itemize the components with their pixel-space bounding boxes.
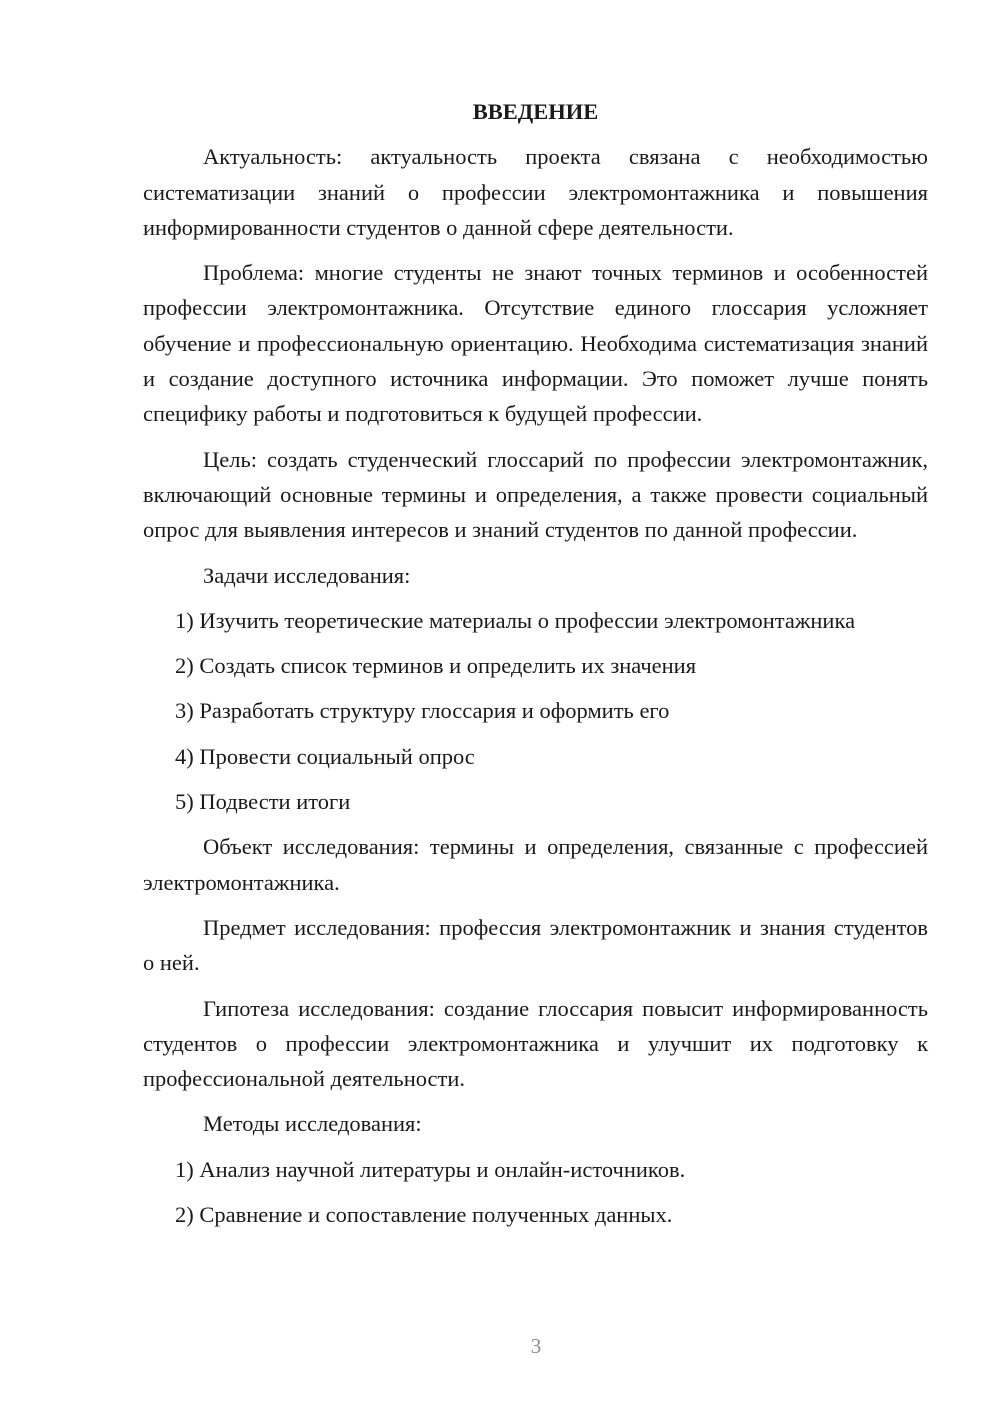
paragraph-goal: Цель: создать студенческий глоссарий по профессии электромонтажник, включающий основные термины и определения, а также провести социальный опрос для выявления интересов и знаний студентов по данной профессии. (143, 446, 928, 543)
tasks-list (143, 603, 928, 819)
page-title: ВВЕДЕНИЕ (472, 99, 599, 124)
list-item: 4) Провести социальный опрос (175, 743, 475, 769)
methods-list (143, 1152, 928, 1233)
list-item: 1) Изучить теоретические материалы о профессии электромонтажника (175, 607, 856, 633)
tasks-label: Задачи исследования: (203, 562, 411, 588)
list-item: 3) Разработать структуру глоссария и оформить его (175, 698, 670, 724)
paragraph-hypothesis: Гипотеза исследования: создание глоссария повысит информированность студентов о профессии электромонтажника и улучшит их подготовку к профессиональной деятельности. (143, 995, 928, 1092)
list-item: 5) Подвести итоги (175, 789, 351, 815)
page-number: 3 (530, 1334, 542, 1358)
list-item: 1) Анализ научной литературы и онлайн-источников. (175, 1156, 686, 1182)
paragraph-object: Объект исследования: термины и определения, связанные с профессией электромонтажника. (143, 834, 928, 895)
page-content (143, 94, 928, 1242)
paragraph-subject: Предмет исследования: профессия электромонтажник и знания студентов о ней. (143, 914, 928, 976)
paragraph-problem: Проблема: многие студенты не знают точных терминов и особенностей профессии электромонтажника. Отсутствие единого глоссария усложняет обучение и профессиональную ориентацию. Необходима систематизация знаний и создание доступного источника информации. Это поможет лучше понять специфику работы и подготовиться к будущей профессии. (143, 260, 928, 427)
paragraph-relevance: Актуальность: актуальность проекта связана с необходимостью систематизации знаний о профессии электромонтажника и повышения информированности студентов о данной сфере деятельности. (143, 144, 928, 240)
list-item: 2) Сравнение и сопоставление полученных данных. (175, 1202, 673, 1228)
methods-label: Методы исследования: (203, 1111, 422, 1137)
list-item: 2) Создать список терминов и определить их значения (175, 653, 697, 679)
